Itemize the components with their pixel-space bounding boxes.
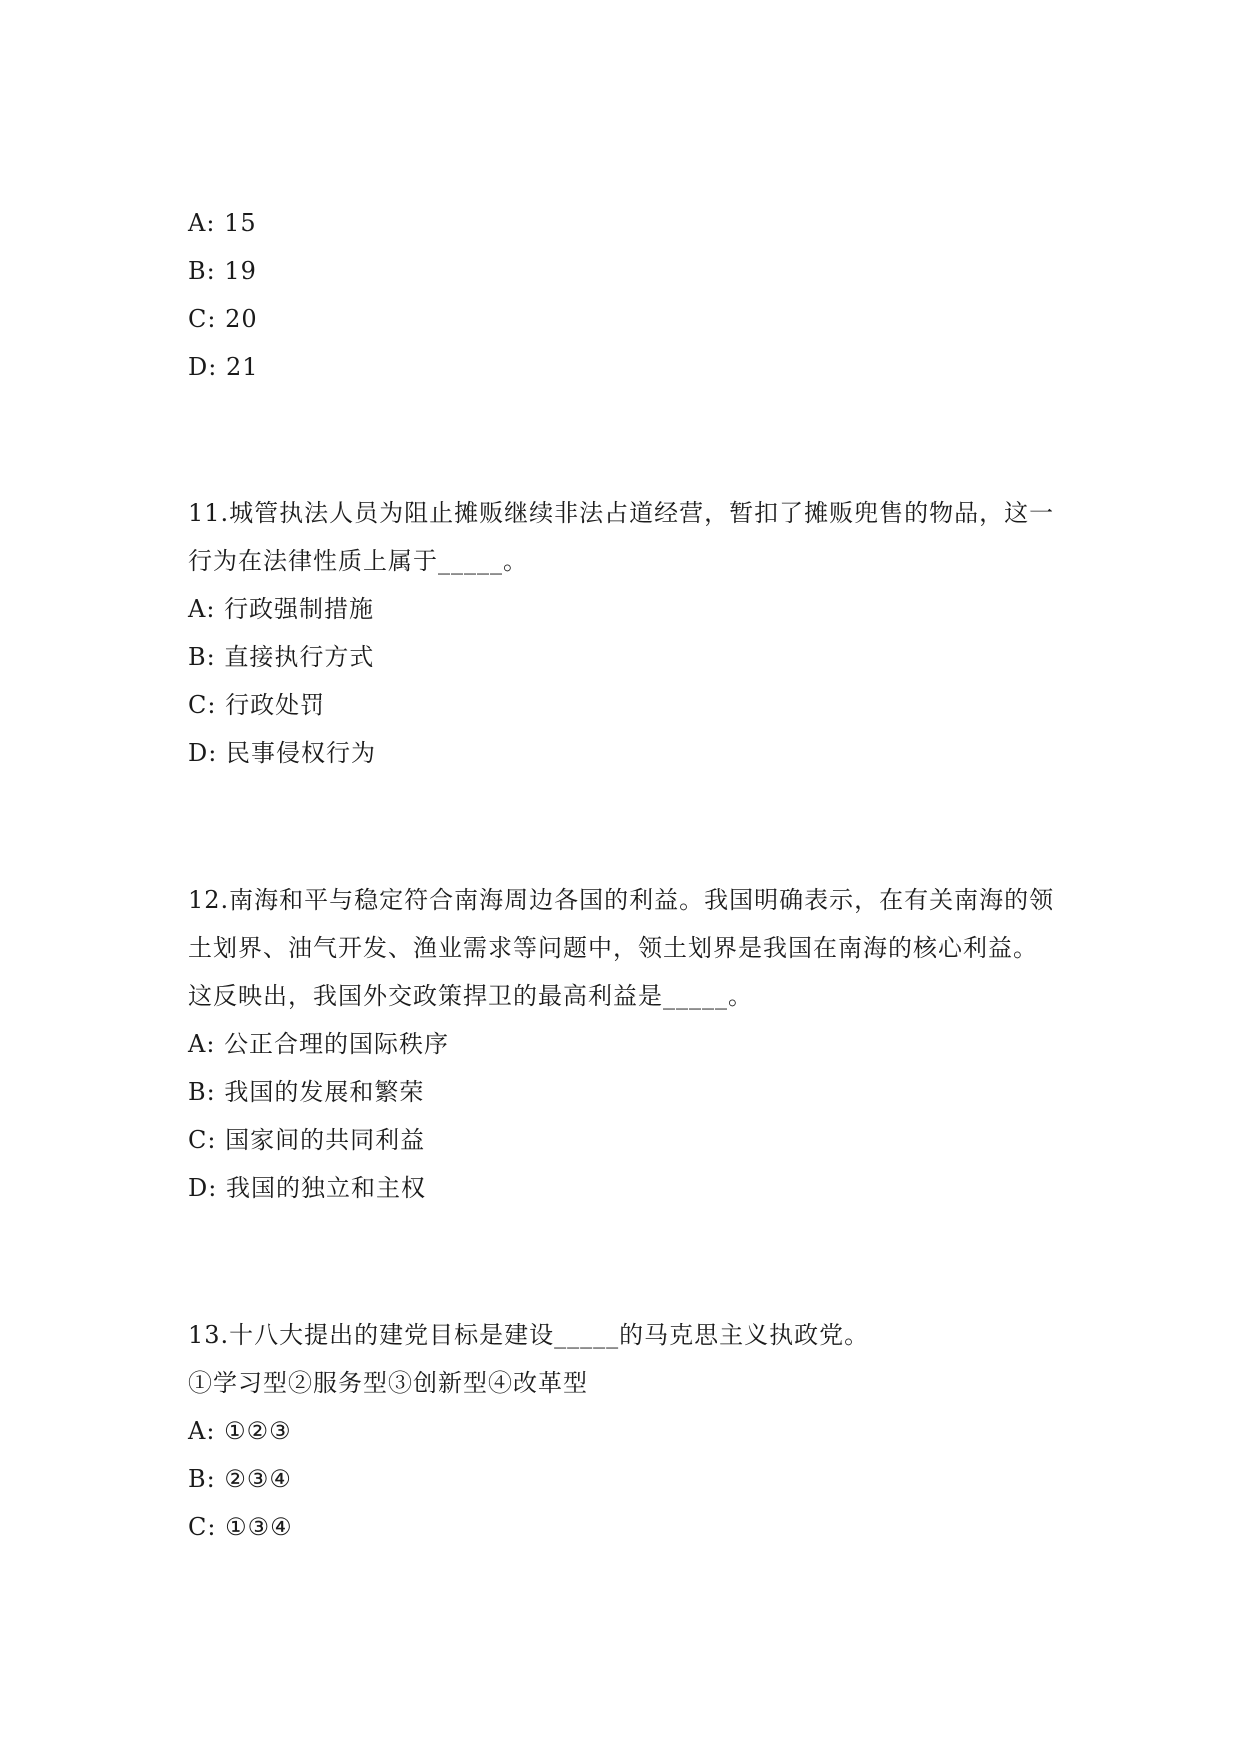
question-11-stem-line-2: 行为在法律性质上属于_____。 [188, 547, 528, 575]
option-text: 行政强制措施 [224, 595, 375, 623]
question-12-stem-line-1: 12.南海和平与稳定符合南海周边各国的利益。我国明确表示，在有关南海的领 [188, 886, 1055, 914]
question-13-stem-line-1: 13.十八大提出的建党目标是建设_____的马克思主义执政党。 [188, 1321, 870, 1349]
question-12-stem-line-2: 土划界、油气开发、渔业需求等问题中，领土划界是我国在南海的核心利益。 [188, 934, 1038, 962]
option-letter: D: [188, 1174, 218, 1202]
option-letter: A: [188, 1030, 216, 1058]
question-11-option-c [188, 690, 325, 720]
option-text: 行政处罚 [225, 691, 326, 719]
question-12-option-d [188, 1173, 426, 1203]
question-11-option-a [188, 594, 374, 624]
option-text: ②③④ [224, 1465, 292, 1493]
question-12-stem-line-3: 这反映出，我国外交政策捍卫的最高利益是_____。 [188, 982, 753, 1010]
question-11-option-d [188, 738, 376, 768]
question-13-option-b [188, 1464, 292, 1494]
question-13-stem-line-2: ①学习型②服务型③创新型④改革型 [188, 1369, 588, 1397]
question-11-option-b [188, 642, 374, 672]
option-text: 直接执行方式 [224, 643, 375, 671]
question-12-option-a [188, 1029, 449, 1059]
option-letter: C: [188, 691, 217, 719]
option-letter: B: [188, 257, 216, 285]
question-12-option-c [188, 1125, 425, 1155]
option-letter: D: [188, 353, 218, 381]
option-text: 20 [225, 305, 258, 333]
option-letter: C: [188, 1126, 217, 1154]
option-text: 我国的发展和繁荣 [224, 1078, 425, 1106]
option-text: 民事侵权行为 [225, 739, 376, 767]
option-letter: C: [188, 1513, 217, 1541]
option-d [188, 352, 259, 382]
option-letter: D: [188, 739, 218, 767]
option-letter: B: [188, 643, 216, 671]
question-11-stem-line-1: 11.城管执法人员为阻止摊贩继续非法占道经营，暂扣了摊贩兜售的物品，这一 [188, 499, 1055, 527]
question-12-option-b [188, 1077, 424, 1107]
option-text: 15 [224, 209, 257, 237]
option-c [188, 304, 258, 334]
option-text: ①②③ [224, 1417, 292, 1445]
question-13-option-c [188, 1512, 293, 1542]
option-text: 19 [224, 257, 257, 285]
option-letter: C: [188, 305, 217, 333]
option-letter: A: [188, 1417, 216, 1445]
option-a [188, 208, 257, 238]
option-letter: B: [188, 1465, 216, 1493]
question-13-option-a [188, 1416, 292, 1446]
option-text: 公正合理的国际秩序 [224, 1030, 450, 1058]
option-letter: A: [188, 595, 216, 623]
option-letter: A: [188, 209, 216, 237]
option-text: 我国的独立和主权 [225, 1174, 426, 1202]
option-text: 国家间的共同利益 [225, 1126, 426, 1154]
option-b [188, 256, 257, 286]
option-text: 21 [225, 353, 259, 381]
option-text: ①③④ [225, 1513, 293, 1541]
option-letter: B: [188, 1078, 216, 1106]
